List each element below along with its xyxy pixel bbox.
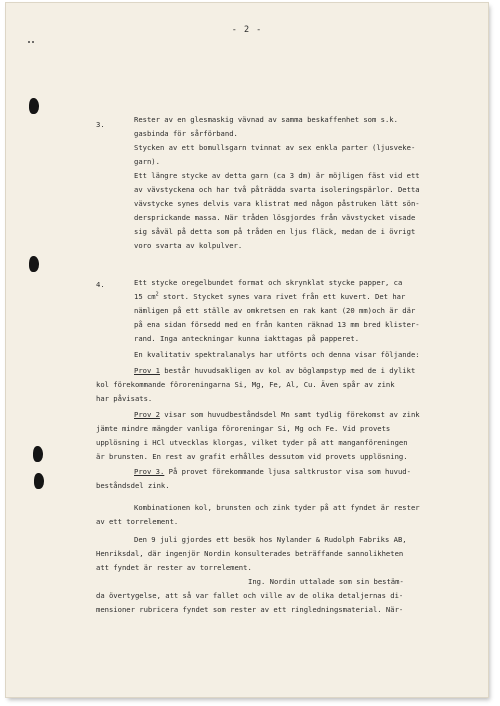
item-3-line: vävstycke synes delvis vara klistrat med någon påstruken lätt sön- <box>134 199 420 208</box>
item-3-line: Stycken av ett bomullsgarn tvinnat av sex enkla parter (ljusveke- <box>134 143 416 152</box>
punch-mark <box>28 41 30 43</box>
punch-mark <box>32 41 34 43</box>
proof-3-line: beståndsdel zink. <box>96 481 170 490</box>
visit-line: Ing. Nordin uttalade som sin bestäm- <box>248 577 404 586</box>
item-3-line: av vävstyckena och har två påträdda svarta isoleringspärlor. Detta <box>134 185 420 194</box>
item-4-line: 15 $cm^2$ stort. Stycket synes vara rivet från ett kuvert. Det har <box>134 291 406 301</box>
item-3-line: dersprickande massa. När tråden lösgjordes från vävstycket visade <box>134 213 416 222</box>
proof-3-line: Prov 3. På provet förekommande ljusa saltkrustor visa som huvud- <box>134 467 411 476</box>
proof-2-line: är brunsten. En rest av grafit erhålles dessutom vid provets upplösning. <box>96 452 408 461</box>
binder-hole <box>33 446 43 462</box>
visit-line: da övertygelse, att så var fallet och ville av de olika detaljernas di- <box>96 591 404 600</box>
item-4-line: nämligen på ett ställe av omkretsen en rak kant (20 mm)och är där <box>134 306 416 315</box>
visit-line: Henriksdal, där ingenjör Nordin konsulterades beträffande sannolikheten <box>96 549 404 558</box>
proof-2-line: upplösning i HCl utvecklas klorgas, vilket tyder på att manganföreningen <box>96 438 408 447</box>
proof-1-line: kol förekommande föroreningarna Si, Mg, Fe, Al, Cu. Även spår av zink <box>96 380 395 389</box>
page-number: - 2 - <box>231 25 263 35</box>
visit-line: mensioner rubricera fyndet som rester av ett ringledningsmaterial. När- <box>96 605 404 614</box>
conclusion-line: Kombinationen kol, brunsten och zink tyder på att fyndet är rester <box>134 503 420 512</box>
item-3-line: voro svarta av kolpulver. <box>134 241 243 250</box>
item-3-line: sig såväl på detta som på tråden en ljus fläck, medan de i övrigt <box>134 227 416 236</box>
conclusion-line: av ett torrelement. <box>96 517 179 526</box>
binder-hole <box>34 473 44 489</box>
item-3-line: gasbinda för sårförband. <box>134 129 238 138</box>
item-4-line: Ett stycke oregelbundet format och skrynklat stycke papper, ca <box>134 278 403 287</box>
item-3-line: garn). <box>134 157 160 166</box>
proof-2-line: jämte mindre mängder vanliga föroreningar Si, Mg och Fe. Vid provets <box>96 424 391 433</box>
proof-1-line: Prov 1 består huvudsakligen av kol av böglampstyp med de i dylikt <box>134 366 416 375</box>
proof-1-line: har påvisats. <box>96 394 153 403</box>
item-4-line: rand. Inga anteckningar kunna iakttagas på papperet. <box>134 334 360 343</box>
visit-line: att fyndet är rester av torrelement. <box>96 563 252 572</box>
item-number: 3. <box>96 120 105 129</box>
visit-line: Den 9 juli gjordes ett besök hos Nylander & Rudolph Fabriks AB, <box>134 535 407 544</box>
analysis-intro: En kvalitativ spektralanalys har utförts och denna visar följande: <box>134 350 420 359</box>
proof-2-line: Prov 2 visar som huvudbeståndsdel Mn samt tydlig förekomst av zink <box>134 410 420 419</box>
item-3-line: Rester av en glesmaskig vävnad av samma beskaffenhet som s.k. <box>134 115 398 124</box>
binder-hole <box>29 256 39 272</box>
item-number: 4. <box>96 280 105 289</box>
item-4-line: på ena sidan försedd med en från kanten räknad 13 mm bred klister- <box>134 320 420 329</box>
binder-hole <box>29 98 39 114</box>
item-3-line: Ett längre stycke av detta garn (ca 3 dm) är möjligen fäst vid ett <box>134 171 420 180</box>
document-page <box>6 3 488 697</box>
